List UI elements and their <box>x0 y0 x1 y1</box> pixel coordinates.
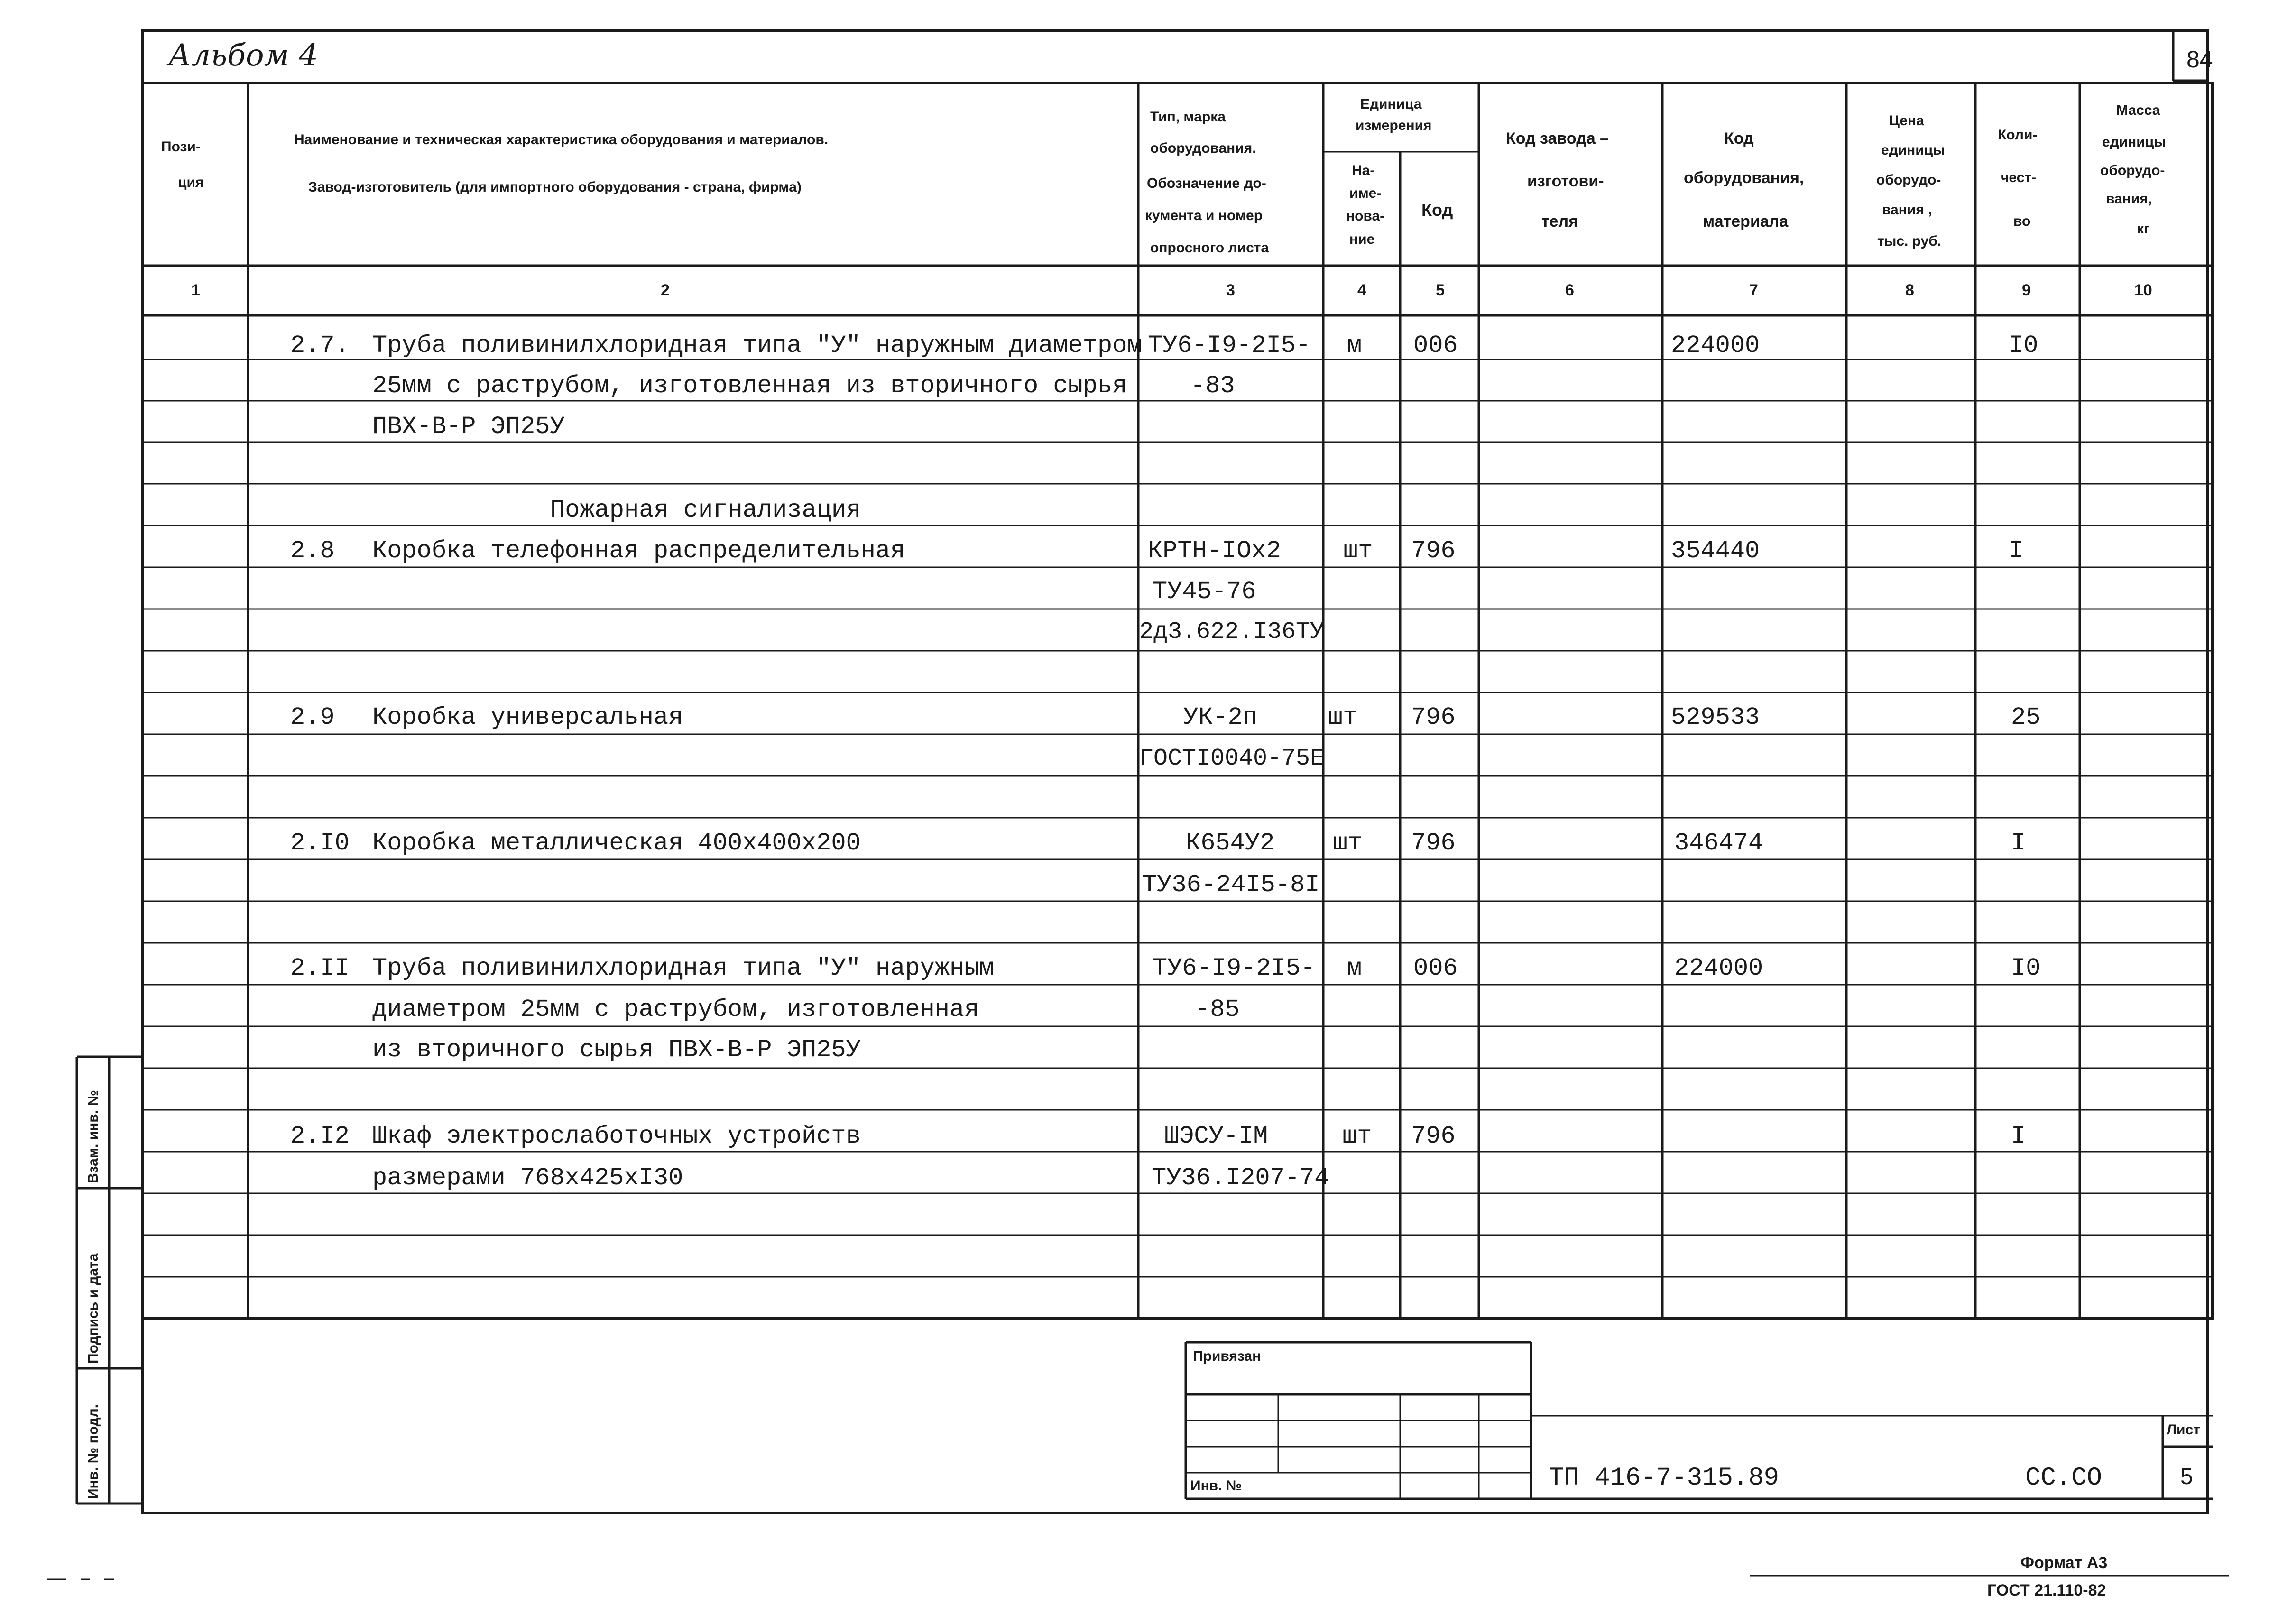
row-name-line: Коробка металлическая 400х400х200 <box>372 829 861 857</box>
col8-header-l5: тыс. руб. <box>1877 233 1942 249</box>
format-label: Формат А3 <box>2020 1554 2108 1572</box>
col4-header-l3: нова- <box>1346 208 1385 224</box>
col3-header-l1: Тип, марка <box>1150 109 1226 125</box>
col9-header-l2: чест- <box>2001 170 2037 185</box>
col4-header-l2: име- <box>1349 185 1382 201</box>
colnum-1: 1 <box>191 281 200 299</box>
row-unit-code: 796 <box>1411 703 1456 731</box>
col6-header-l2: изготови- <box>1527 172 1604 190</box>
row-name-line: 25мм с раструбом, изготовленная из вторичного сырья <box>372 372 1127 400</box>
row-equip-code: 224000 <box>1671 332 1760 360</box>
col3-header-l5: опросного листа <box>1150 240 1269 256</box>
col7-header-l1: Код <box>1724 129 1754 148</box>
row-unit: м <box>1347 954 1362 982</box>
colnum-10: 10 <box>2134 281 2152 299</box>
inv-no-label: Инв. № <box>1190 1478 1242 1494</box>
colnum-4: 4 <box>1357 281 1366 299</box>
row-equip-code: 354440 <box>1671 537 1760 565</box>
colnum-7: 7 <box>1749 281 1758 299</box>
row-position: 2.9 <box>290 703 335 731</box>
row-name-line: Труба поливинилхлоридная типа "У" наружным диаметром <box>372 332 1142 360</box>
row-position: 2.I2 <box>290 1122 350 1150</box>
col10-header-l2: единицы <box>2102 134 2166 150</box>
row-unit: шт <box>1328 703 1358 731</box>
row-position: 2.I0 <box>290 829 350 857</box>
sheet-number: 5 <box>2180 1464 2193 1489</box>
row-unit-code: 796 <box>1411 1122 1456 1150</box>
row-unit-code: 006 <box>1413 954 1458 982</box>
row-unit-code: 796 <box>1411 537 1456 565</box>
row-name-line: Шкаф электрослаботочных устройств <box>372 1122 861 1150</box>
col2-header-l2: Завод-изготовитель (для импортного оборудования - страна, фирма) <box>308 179 802 195</box>
row-qty: 25 <box>2011 703 2041 731</box>
row-unit: м <box>1347 332 1362 360</box>
col3-header-l2: оборудования. <box>1150 140 1256 156</box>
col4-header-l1: На- <box>1352 163 1375 178</box>
row-unit: шт <box>1342 1122 1372 1150</box>
row-name-line: ПВХ-В-Р ЭП25У <box>372 413 565 441</box>
page-number: 84 <box>2186 46 2213 73</box>
colnum-2: 2 <box>661 281 670 299</box>
row-name-line: диаметром 25мм с раструбом, изготовленная <box>372 996 979 1024</box>
unit-group-l1: Единица <box>1360 96 1422 112</box>
col6-header-l3: теля <box>1541 212 1578 231</box>
section-title: Пожарная сигнализация <box>550 496 861 524</box>
col8-header-l2: единицы <box>1881 142 1945 158</box>
row-type: -85 <box>1195 996 1240 1024</box>
unit-group-l2: измерения <box>1356 118 1432 133</box>
row-unit-code: 006 <box>1413 332 1458 360</box>
col3-header-l4: кумента и номер <box>1145 208 1263 223</box>
document-code: ТП 416-7-315.89 <box>1549 1464 1780 1493</box>
col9-header-l1: Коли- <box>1998 127 2038 143</box>
colnum-3: 3 <box>1226 281 1235 299</box>
col10-header-l3: оборудо- <box>2100 163 2165 178</box>
col1-header-l1: Пози- <box>161 139 201 155</box>
col4-header-l4: ние <box>1349 231 1375 247</box>
row-type: ТУ36.I207-74 <box>1152 1164 1329 1192</box>
col2-header-l1: Наименование и техническая характеристика оборудования и материалов. <box>294 132 829 148</box>
row-qty: I0 <box>2009 332 2038 360</box>
col6-header-l1: Код завода – <box>1506 129 1609 148</box>
gost-label: ГОСТ 21.110-82 <box>1987 1581 2106 1599</box>
row-name-line: Коробка телефонная распределительная <box>372 537 905 565</box>
row-position: 2.II <box>290 954 350 982</box>
row-name-line: размерами 768х425хI30 <box>372 1164 683 1192</box>
col5-header: Код <box>1421 200 1453 220</box>
row-position: 2.8 <box>290 537 335 565</box>
document-mark: СС.СО <box>2025 1464 2103 1493</box>
row-qty: I <box>2009 537 2024 565</box>
stamp-sign-date: Подпись и дата <box>85 1253 101 1364</box>
row-name-line: из вторичного сырья ПВХ-В-Р ЭП25У <box>372 1036 861 1064</box>
col10-header-l4: вания, <box>2106 191 2152 207</box>
row-equip-code: 224000 <box>1674 954 1763 982</box>
col8-header-l4: вания , <box>1882 202 1932 218</box>
row-type: 2д3.622.I36ТУ <box>1139 618 1325 646</box>
album-label: Альбом 4 <box>168 38 318 73</box>
row-type: -83 <box>1190 372 1235 400</box>
col10-header-l5: кг <box>2137 221 2150 237</box>
col8-header-l1: Цена <box>1889 113 1924 129</box>
col8-header-l3: оборудо- <box>1876 172 1941 188</box>
row-equip-code: 529533 <box>1671 703 1760 731</box>
row-type: ШЭСУ-IМ <box>1164 1122 1268 1150</box>
row-type: ТУ6-I9-2I5- <box>1148 332 1311 360</box>
row-type: ГОСТI0040-75Е <box>1139 745 1325 772</box>
row-qty: I <box>2011 829 2026 857</box>
row-unit: шт <box>1343 537 1373 565</box>
row-type: УК-2п <box>1183 703 1258 731</box>
row-type: ТУ36-24I5-8I <box>1142 871 1320 899</box>
row-unit: шт <box>1333 829 1363 857</box>
col3-header-l3: Обозначение до- <box>1147 175 1266 191</box>
row-position: 2.7. <box>290 332 350 360</box>
colnum-9: 9 <box>2022 281 2031 299</box>
row-unit-code: 796 <box>1411 829 1456 857</box>
row-qty: I0 <box>2011 954 2041 982</box>
col7-header-l2: оборудования, <box>1684 169 1804 187</box>
colnum-6: 6 <box>1565 281 1574 299</box>
col7-header-l3: материала <box>1703 212 1789 231</box>
col1-header-l2: ция <box>178 175 204 190</box>
stamp-inv-orig: Инв. № подл. <box>85 1404 101 1499</box>
row-type: ТУ45-76 <box>1153 578 1256 606</box>
privyazan-label: Привязан <box>1193 1348 1261 1364</box>
stamp-inv-swap: Взам. инв. № <box>85 1090 101 1183</box>
row-qty: I <box>2011 1122 2026 1150</box>
row-type: ТУ6-I9-2I5- <box>1153 954 1316 982</box>
col10-header-l1: Масса <box>2116 102 2160 118</box>
row-name-line: Коробка универсальная <box>372 703 683 731</box>
col9-header-l3: во <box>2013 213 2031 229</box>
colnum-8: 8 <box>1905 281 1914 299</box>
row-type: КРТН-IОх2 <box>1148 537 1281 565</box>
colnum-5: 5 <box>1436 281 1445 299</box>
row-equip-code: 346474 <box>1674 829 1763 857</box>
row-type: К654У2 <box>1186 829 1275 857</box>
row-name-line: Труба поливинилхлоридная типа "У" наружным <box>372 954 994 982</box>
sheet-label: Лист <box>2167 1422 2200 1438</box>
